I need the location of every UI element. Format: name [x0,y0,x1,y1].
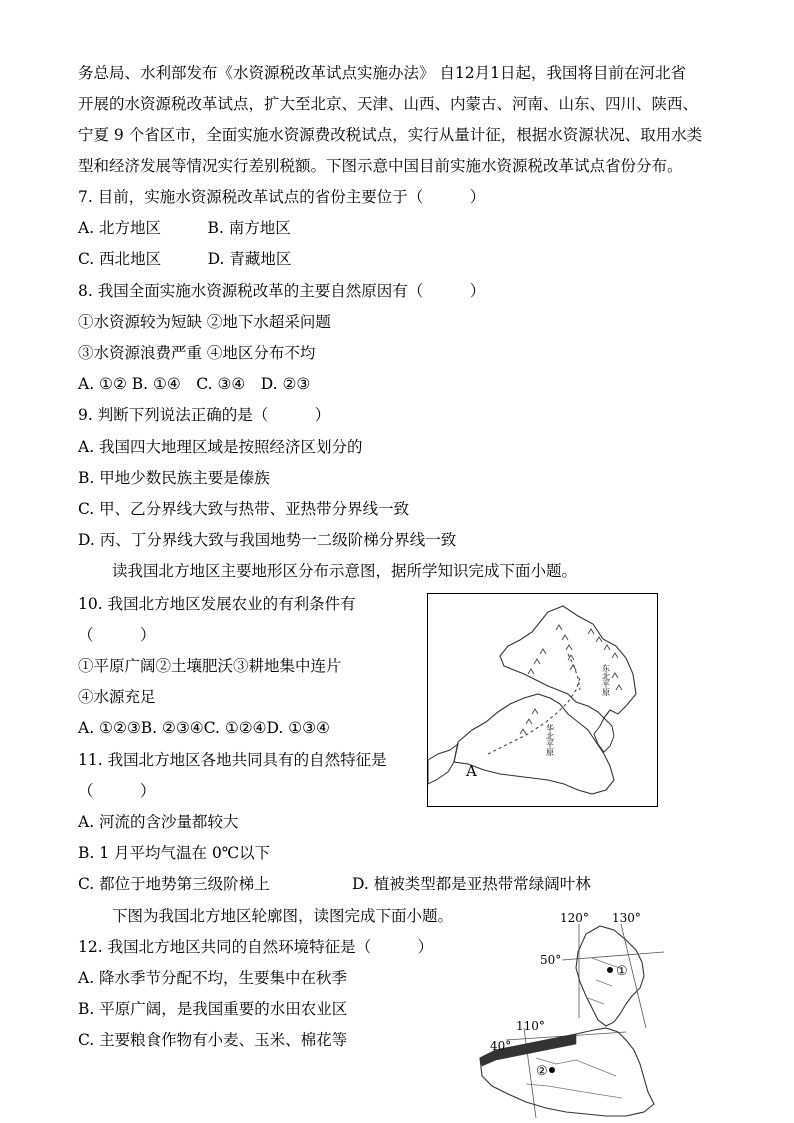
q10-statements-1: ①平原广阔②土壤肥沃③耕地集中连片 [78,657,342,675]
q11-stem: 11. 我国北方地区各地共同具有的自然特征是 [78,751,387,769]
lon-label-120: 120° [560,911,589,925]
northern-landform-map [427,593,658,807]
lat-label-50: 50° [540,953,562,967]
reading-prompt-1: 读我国北方地区主要地形区分布示意图，据所学知识完成下面小题。 [112,562,578,580]
q8-stem: 8. 我国全面实施水资源税改革的主要自然原因有（ ） [78,282,486,300]
q9-option-d: D. 丙、丁分界线大致与我国地势一二级阶梯分界线一致 [78,531,457,549]
intro-line-1: 务总局、水利部发布《水资源税改革试点实施办法》 自12月1日起，我国将目前在河北省 [78,64,687,82]
q9-stem: 9. 判断下列说法正确的是（ ） [78,406,331,424]
q12-option-a: A. 降水季节分配不均，生要集中在秋季 [78,969,348,987]
q11-option-a: A. 河流的含沙量都较大 [78,813,239,831]
site-2-dot [549,1067,555,1073]
q8-statements-1: ①水资源较为短缺 ②地下水超采问题 [78,313,331,331]
map-label-a: A [466,762,477,780]
reading-prompt-2: 下图为我国北方地区轮廓图，读图完成下面小题。 [112,907,454,925]
q11-option-c: C. 都位于地势第三级阶梯上 [78,875,270,893]
q11-option-d: D. 植被类型都是亚热带常绿阔叶林 [352,875,591,893]
site-1-dot [607,967,613,973]
region-boundary-dashed [488,678,580,754]
lon-label-130: 130° [612,911,641,925]
northern-landform-map-svg [428,594,658,807]
q10-stem: 10. 我国北方地区发展农业的有利条件有 [78,595,356,613]
q9-option-c: C. 甲、乙分界线大致与热带、亚热带分界线一致 [78,500,410,518]
map-label-dongbei-plain: 东北平原 [601,664,611,696]
northern-outline-map [476,908,682,1122]
q10-statements-2: ④水源充足 [78,688,156,706]
bohai-bay-outline [594,718,614,752]
q12-stem: 12. 我国北方地区共同的自然环境特征是（ ） [78,938,434,956]
q7-options-cd: C. 西北地区 D. 青藏地区 [78,250,292,268]
q7-stem: 7. 目前，实施水资源税改革试点的省份主要位于（ ） [78,188,486,206]
q7-options-ab: A. 北方地区 B. 南方地区 [78,219,291,237]
q12-option-b: B. 平原广阔，是我国重要的水田农业区 [78,1000,348,1018]
q11-option-b: B. 1 月平均气温在 0℃以下 [78,844,271,862]
intro-line-2: 开展的水资源税改革试点，扩大至北京、天津、山西、内蒙古、河南、山东、四川、陕西、 [78,95,699,113]
q8-options: A. ①② B. ①④ C. ③④ D. ②③ [78,375,311,393]
q10-answer-paren: （ ） [78,626,156,644]
west-outline [428,744,458,784]
q12-option-c: C. 主要粮食作物有小麦、玉米、棉花等 [78,1031,348,1049]
north-china-outline [454,694,614,794]
q9-option-a: A. 我国四大地理区域是按照经济区划分的 [78,438,363,456]
q8-statements-2: ③水资源浪费严重 ④地区分布不均 [78,344,316,362]
site-1-label: ① [616,964,628,979]
q11-answer-paren: （ ） [78,782,156,800]
lat-label-40: 40° [490,1039,512,1053]
intro-line-3: 宁夏 9 个省区市，全面实施水资源费改税试点，实行从量计征，根据水资源状况、取用水类 [78,126,703,144]
q10-options: A. ①②③B. ②③④C. ①②④D. ①③④ [78,719,330,737]
map-label-huabei-plain: 华北平原 [545,724,555,756]
q9-option-b: B. 甲地少数民族主要是傣族 [78,469,270,487]
lon-label-110: 110° [516,1019,545,1033]
site-2-label: ② [536,1064,548,1079]
intro-line-4: 型和经济发展等情况实行差别税额。下图示意中国目前实施水资源税改革试点省份分布。 [78,157,683,175]
